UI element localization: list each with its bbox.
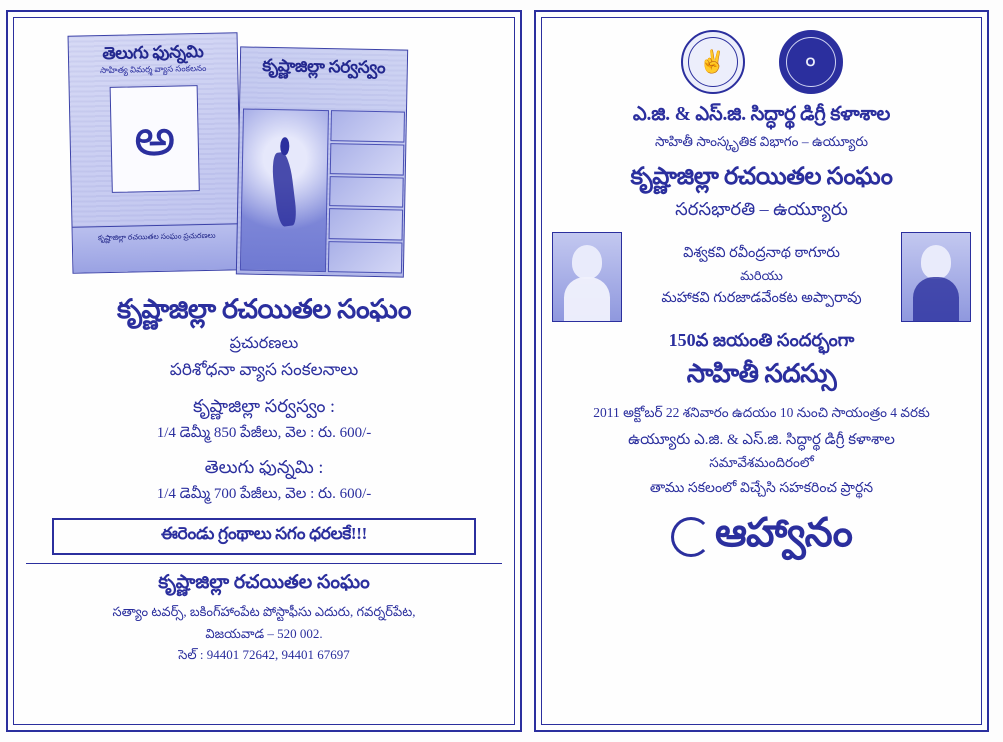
occasion-label: 150వ జయంతి సందర్భంగా	[668, 330, 855, 350]
honoree-one: విశ్వకవి రవీంద్రనాథ ఠాగూరు	[683, 244, 840, 261]
tagore-portrait-icon	[552, 232, 622, 322]
event-title: సాహితీ సదస్సు	[686, 359, 837, 388]
event-datetime: 2011 అక్టోబర్ 22 శనివారం ఉదయం 10 నుంచి సాయంత్రం 4 వరకు	[593, 405, 930, 420]
book-cover-krishna-jilla-sarvasvam	[236, 46, 408, 277]
venue-line-2: సమావేశమందిరంలో	[709, 455, 814, 470]
book-a-subtitle: సాహిత్య విమర్శ వ్యాస సంకలనం	[99, 62, 207, 75]
book-b-photo-collage	[237, 105, 406, 276]
book-item-title: కృష్ణాజిల్లా సర్వస్వం :	[192, 396, 336, 416]
telugu-letter-emblem-icon: అ	[110, 85, 200, 193]
phone-line: సెల్ : 94401 72642, 94401 67697	[178, 647, 350, 662]
publisher-heading: కృష్ణాజిల్లా రచయితల సంఘం	[116, 294, 412, 324]
invitation-word	[552, 509, 971, 566]
honorees-row	[552, 232, 971, 322]
book-b-title: కృష్ణాజిల్లా సర్వస్వం	[262, 55, 386, 78]
left-page	[6, 10, 522, 732]
book-a-title: తెలుగు ఫున్నమి	[102, 41, 204, 64]
research-essays-label: పరిశోధనా వ్యాస సంకలనాలు	[169, 360, 359, 379]
siddhartha-college-seal-icon	[681, 30, 745, 94]
book-item-detail: 1/4 డెమ్మీ 850 పేజీలు, వెల : రు. 600/-	[156, 425, 372, 441]
right-page-inner	[541, 17, 982, 725]
publications-label: ప్రచురణలు	[229, 335, 299, 352]
collage-cell	[329, 209, 403, 241]
left-page-inner	[13, 17, 515, 725]
conjunction-label: మరియు	[740, 267, 783, 283]
invitation-text: ఆహ్వానం	[715, 510, 852, 555]
book-item-detail: 1/4 డెమ్మీ 700 పేజీలు, వెల : రు. 600/-	[156, 486, 372, 502]
seal-glyph: ०	[804, 49, 817, 74]
college-name: ఎ.జి. & ఎస్.జి. సిద్ధార్థ డిగ్రీ కళాశాల	[632, 104, 891, 125]
department-name: సాహితీ సాంస్కృతిక విభాగం – ఉయ్యూరు	[654, 134, 869, 149]
request-line: తాము సకలంలో విచ్చేసి సహకరించ ప్రార్థన	[649, 481, 874, 496]
logo-row	[552, 30, 971, 94]
dancer-photo-icon	[240, 108, 329, 272]
swirl-ornament-icon	[671, 517, 711, 557]
collage-cell	[330, 176, 404, 208]
university-seal-icon	[779, 30, 843, 94]
organization-name: కృష్ణాజిల్లా రచయితల సంఘం	[630, 164, 893, 190]
gurajada-portrait-icon	[901, 232, 971, 322]
address-line: విజయవాడ – 520 002.	[205, 625, 323, 641]
seal-glyph: ✌	[698, 49, 727, 74]
collage-cell	[330, 143, 404, 175]
book-cover-telugu-punnami	[68, 32, 243, 274]
collage-cell	[331, 110, 405, 142]
offer-banner: ఈరెండు గ్రంథాలు సగం ధరలకే!!!	[52, 518, 476, 555]
collage-cell	[328, 241, 402, 273]
address-line: సత్యాం టవర్స్, బకింగ్‌హాంపేట పోస్టాఫీసు ఎదురు, గవర్నర్‌పేట,	[112, 604, 416, 619]
honoree-text-block	[622, 242, 901, 313]
book-a-footer: కృష్ణాజిల్లా రచయితల సంఘం ప్రచురణలు	[73, 223, 242, 273]
organization-sub: సరసభారతి – ఉయ్యూరు	[675, 199, 848, 219]
book-item-title: తెలుగు ఫున్నమి :	[204, 457, 324, 477]
divider	[26, 563, 502, 564]
honoree-two: మహాకవి గురజాడవేంకట అప్పారావు	[661, 289, 862, 306]
organization-name: కృష్ణాజిల్లా రచయితల సంఘం	[158, 572, 370, 593]
book-covers-image	[24, 26, 504, 288]
venue-line-1: ఉయ్యూరు ఎ.జి. & ఎస్.జి. సిద్ధార్థ డిగ్రీ కళాశాల	[628, 432, 895, 448]
right-page	[534, 10, 989, 732]
